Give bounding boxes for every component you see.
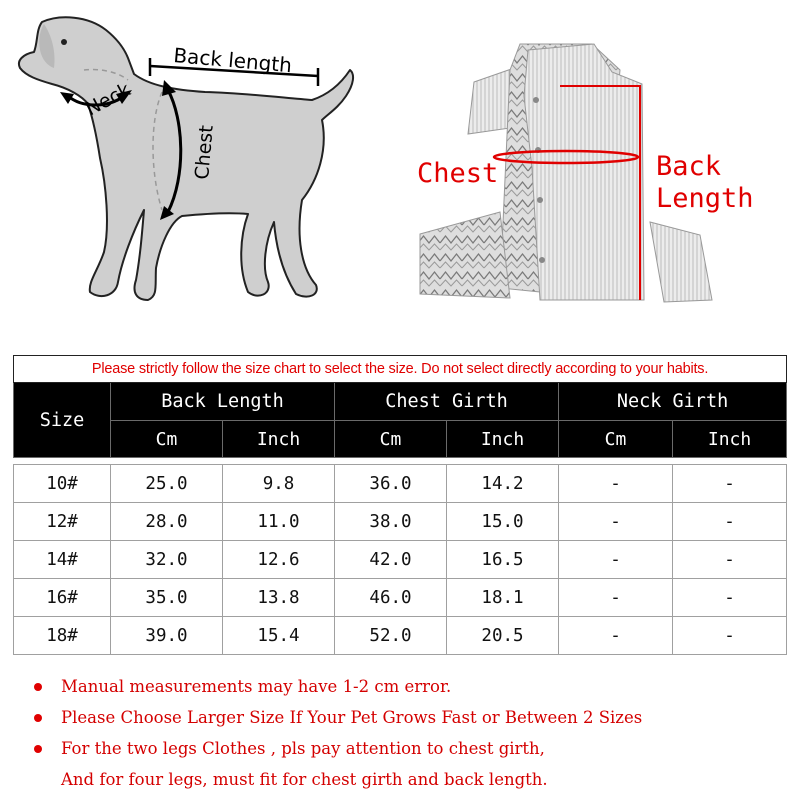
table-cell: - [559, 541, 673, 579]
garment-chest-label: Chest [417, 158, 499, 189]
unit-header: Cm [559, 421, 673, 458]
table-cell: 25.0 [111, 465, 223, 503]
unit-header: Inch [673, 421, 787, 458]
table-cell: 13.8 [223, 579, 335, 617]
header-size: Size [14, 383, 111, 458]
table-cell: 12# [14, 503, 111, 541]
header-back-length: Back Length [111, 383, 335, 421]
table-row [14, 617, 787, 655]
header-row-groups [14, 383, 787, 421]
header-spacer [14, 458, 787, 465]
table-cell: 46.0 [335, 579, 447, 617]
bullet-icon [34, 683, 42, 691]
note-text: For the two legs Clothes , pls pay attention to chest girth, [61, 739, 545, 758]
size-notice: Please strictly follow the size chart to select the size. Do not select directly according to your habits. [14, 356, 787, 383]
table-cell: 14# [14, 541, 111, 579]
garment-length-label: Length [656, 183, 754, 214]
table-cell: - [673, 465, 787, 503]
note-text: And for four legs, must fit for chest girth and back length. [61, 770, 548, 789]
table-cell: 52.0 [335, 617, 447, 655]
table-cell: 9.8 [223, 465, 335, 503]
table-cell: 10# [14, 465, 111, 503]
note-text: Manual measurements may have 1-2 cm error. [61, 677, 452, 696]
garment-back-label: Back [656, 151, 722, 182]
note-item [34, 705, 784, 736]
table-cell: 12.6 [223, 541, 335, 579]
table-cell: 16# [14, 579, 111, 617]
table-cell: - [559, 579, 673, 617]
size-notice-row [14, 356, 787, 383]
header-chest-girth: Chest Girth [335, 383, 559, 421]
table-row [14, 579, 787, 617]
note-text: Please Choose Larger Size If Your Pet Grows Fast or Between 2 Sizes [61, 708, 643, 727]
note-item [34, 767, 784, 798]
table-cell: 18.1 [447, 579, 559, 617]
unit-header: Cm [335, 421, 447, 458]
unit-header: Cm [111, 421, 223, 458]
table-cell: 32.0 [111, 541, 223, 579]
bullet-icon [34, 714, 42, 722]
note-item [34, 736, 784, 767]
table-cell: - [673, 503, 787, 541]
table-cell: - [673, 617, 787, 655]
table-cell: 11.0 [223, 503, 335, 541]
table-cell: 36.0 [335, 465, 447, 503]
dog-back-length-label: Back length [172, 43, 293, 78]
table-cell: - [559, 465, 673, 503]
table-cell: 15.0 [447, 503, 559, 541]
note-item [34, 674, 784, 705]
dog-neck-label: Neck [82, 78, 135, 121]
table-cell: - [673, 579, 787, 617]
table-cell: 20.5 [447, 617, 559, 655]
table-cell: - [559, 617, 673, 655]
table-row [14, 541, 787, 579]
header-neck-girth: Neck Girth [559, 383, 787, 421]
table-cell: 42.0 [335, 541, 447, 579]
unit-header: Inch [223, 421, 335, 458]
table-cell: 28.0 [111, 503, 223, 541]
unit-header: Inch [447, 421, 559, 458]
table-row [14, 503, 787, 541]
measurement-illustration [0, 0, 800, 350]
dog-chest-label: Chest [191, 124, 218, 181]
table-cell: 14.2 [447, 465, 559, 503]
table-cell: 15.4 [223, 617, 335, 655]
size-chart-table [13, 355, 787, 655]
table-cell: 18# [14, 617, 111, 655]
table-cell: 39.0 [111, 617, 223, 655]
bullet-icon [34, 745, 42, 753]
header-row-units [14, 421, 787, 458]
notes-list [34, 674, 784, 798]
table-cell: 16.5 [447, 541, 559, 579]
table-cell: 38.0 [335, 503, 447, 541]
table-cell: - [673, 541, 787, 579]
table-cell: 35.0 [111, 579, 223, 617]
table-row [14, 465, 787, 503]
table-cell: - [559, 503, 673, 541]
